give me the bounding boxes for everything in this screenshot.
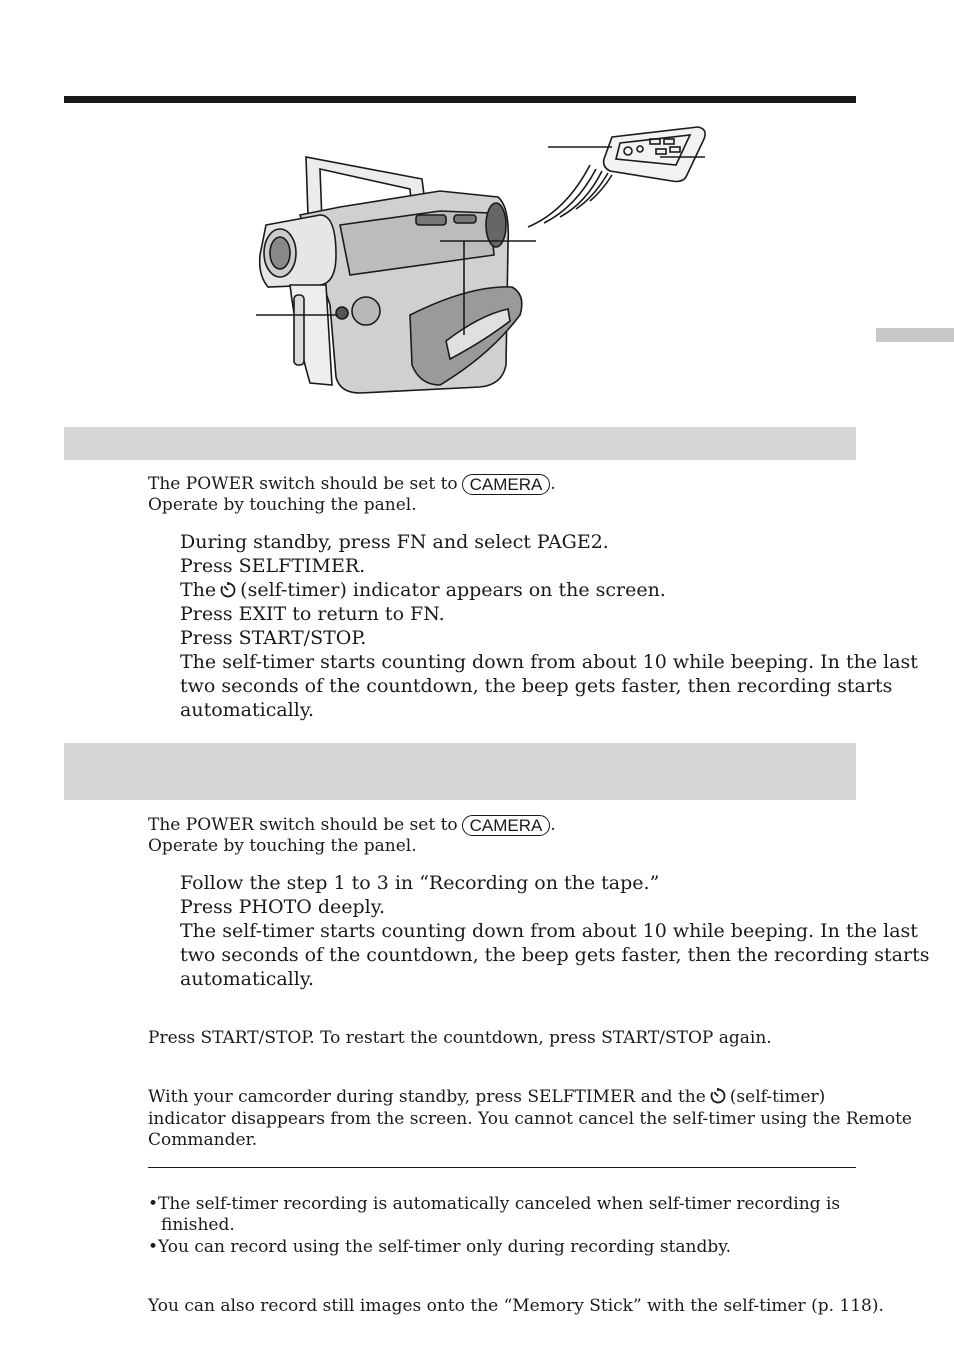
step-2-detail [180, 578, 666, 602]
step-4-detail-1: The self-timer starts counting down from about 10 while beeping. In the last [180, 651, 918, 673]
cancel-note-line-1 [148, 1087, 825, 1108]
header-rule [64, 96, 856, 103]
cancel-note-suffix: (self-timer) [729, 1087, 826, 1107]
stop-countdown-note: Press START/STOP. To restart the countdown, press START/STOP again. [148, 1028, 772, 1048]
camera-mode-badge: CAMERA [462, 474, 551, 495]
power-switch-note [148, 815, 556, 836]
step-4-detail-3: automatically. [180, 699, 315, 721]
step-2-detail-1: The self-timer starts counting down from about 10 while beeping. In the last [180, 920, 918, 942]
bullet: • [148, 1237, 159, 1257]
cancel-note-line-3: Commander. [148, 1130, 258, 1150]
remote-commander-illustration [604, 127, 706, 182]
step-2-detail-prefix: The [180, 579, 217, 601]
camcorder-illustration [240, 115, 720, 405]
step-2: Press SELFTIMER. [180, 555, 366, 577]
bullet: • [148, 1194, 159, 1214]
note-item [148, 1237, 731, 1258]
section-heading-band [64, 427, 856, 460]
step-3: Press EXIT to return to FN. [180, 603, 445, 625]
self-timer-icon [219, 581, 237, 599]
camera-mode-badge: CAMERA [462, 815, 551, 836]
cancel-note-text: With your camcorder during standby, press SELFTIMER and the [148, 1087, 706, 1107]
step-2: Press PHOTO deeply. [180, 896, 386, 918]
side-index-tab [876, 328, 954, 342]
operate-note: Operate by touching the panel. [148, 495, 417, 515]
step-1: Follow the step 1 to 3 in “Recording on the tape.” [180, 872, 660, 894]
note-item-continued: finished. [161, 1215, 235, 1235]
note-text: The self-timer recording is automatically canceled when self-timer recording is [158, 1194, 841, 1214]
step-2-detail-2: two seconds of the countdown, the beep gets faster, then the recording starts [180, 944, 930, 966]
power-note-text: The POWER switch should be set to [148, 815, 458, 835]
note-text: You can record using the self-timer only during recording standby. [158, 1237, 731, 1257]
power-switch-note [148, 474, 556, 495]
self-timer-icon [709, 1087, 727, 1105]
cancel-note-line-2: indicator disappears from the screen. You cannot cancel the self-timer using the Remote [148, 1109, 912, 1129]
memory-stick-note: You can also record still images onto the “Memory Stick” with the self-timer (p. 118). [148, 1296, 884, 1316]
power-note-period: . [550, 474, 556, 494]
notes-divider [148, 1167, 856, 1168]
step-1: During standby, press FN and select PAGE2. [180, 531, 609, 553]
step-4-detail-2: two seconds of the countdown, the beep gets faster, then recording starts [180, 675, 893, 697]
operate-note: Operate by touching the panel. [148, 836, 417, 856]
note-item [148, 1194, 840, 1215]
power-note-period: . [550, 815, 556, 835]
step-2-detail-suffix: (self-timer) indicator appears on the screen. [240, 579, 666, 601]
power-note-text: The POWER switch should be set to [148, 474, 458, 494]
step-2-detail-3: automatically. [180, 968, 315, 990]
section-heading-band [64, 743, 856, 800]
step-4: Press START/STOP. [180, 627, 367, 649]
